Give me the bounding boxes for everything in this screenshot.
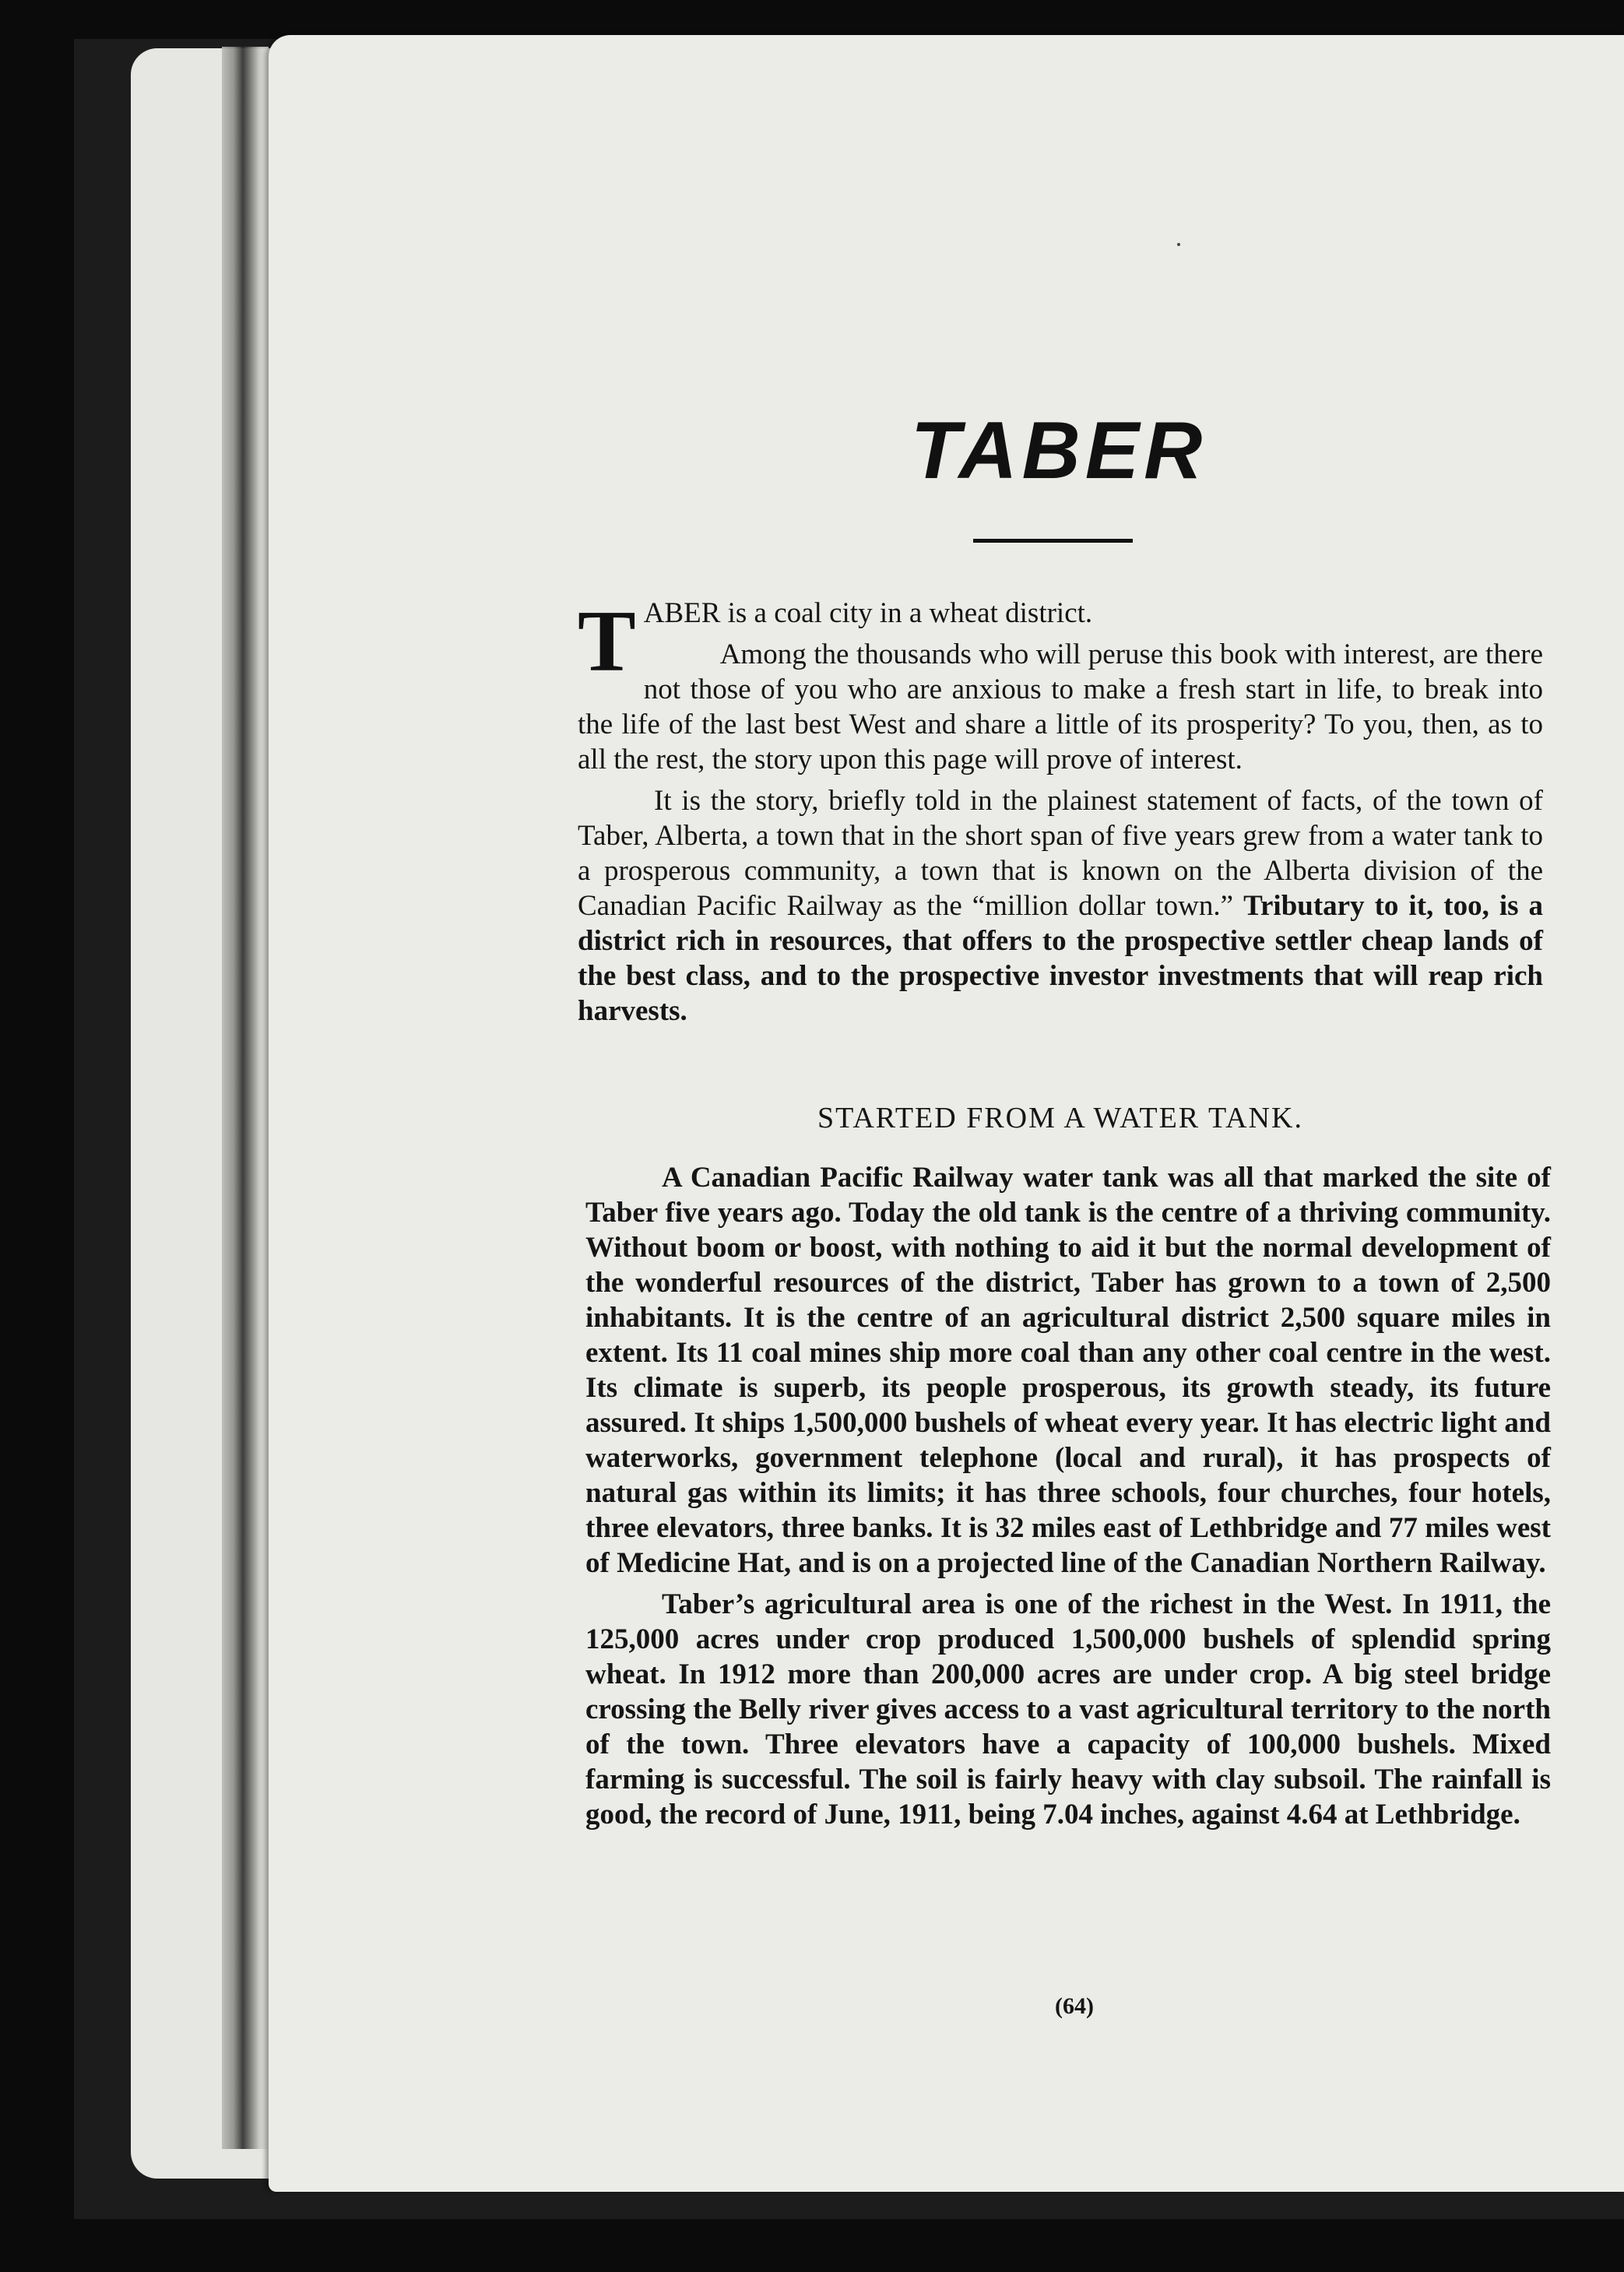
section-heading: STARTED FROM A WATER TANK.: [817, 1102, 1303, 1134]
section-paragraph-1: A Canadian Pacific Railway water tank was all that marked the site of Taber five years ago. Today the old tank is the centre of a thriving community. Without boom or boost, with nothing to aid it but the normal development of the wonderful resources of the district, Taber has grown to a town of 2,500 inhabitants. It is the centre of an agricultural district 2,500 square miles in extent. Its 11 coal mines ship more coal than any other coal centre in the west. Its climate is superb, its people prosperous, its growth steady, its future assured. It ships 1,500,000 bushels of wheat every year. It has electric light and waterworks, government telephone (local and rural), it has prospects of natural gas within its limits; it has three schools, four churches, four hotels, three elevators, three banks. It is 32 miles east of Lethbridge and 77 miles west of Medicine Hat, and is on a projected line of the Canadian Northern Railway.: [585, 1162, 1551, 1579]
intro-paragraph-3: [578, 783, 1543, 1029]
intro-paragraph-2: Among the thousands who will peruse this book with interest, are there not those of you who are anxious to make a fresh start in life, to break into the life of the last best West and share a little of its prosperity? To you, then, as to all the rest, the story upon this page will prove of interest.: [578, 638, 1543, 776]
intro-section: [578, 593, 1544, 1035]
water-tank-section: [585, 1160, 1551, 1838]
title-rule: [973, 539, 1133, 543]
intro-paragraph-1: [578, 593, 1543, 690]
page-title: TABER: [910, 406, 1207, 496]
print-speck: [1177, 243, 1180, 246]
drop-cap: T: [578, 593, 636, 690]
page-number: (64): [1055, 1993, 1094, 2019]
intro-p3-bold: Tributary to it, too, is a district rich in resources, that offers to the prospective settler cheap lands of the best class, and to the prospective investor investments that will reap rich harvests.: [578, 890, 1544, 1027]
section-paragraph-2: Taber’s agricultural area is one of the richest in the West. In 1911, the 125,000 acres under crop produced 1,500,000 bushels of splendid spring wheat. In 1912 more than 200,000 acres are under crop. A big steel bridge crossing the Belly river gives access to a vast agricultural territory to the north of the town. Three elevators have a capacity of 100,000 bushels. Mixed farming is successful. The soil is fairly heavy with clay subsoil. The rainfall is good, the record of June, 1911, being 7.04 inches, against 4.64 at Lethbridge.: [585, 1588, 1551, 1831]
intro-p1-text: ABER is a coal city in a wheat district.: [643, 597, 1093, 629]
book-spine: [222, 47, 269, 2149]
intro-p3-regular: It is the story, briefly told in the plainest statement of facts, of the town of Taber, Alberta, a town that in the short span of five years grew from a water tank to a prosperous community, a town that is known on the Alberta division of the Canadian Pacific Railway as the “million dollar town.”: [578, 785, 1543, 922]
